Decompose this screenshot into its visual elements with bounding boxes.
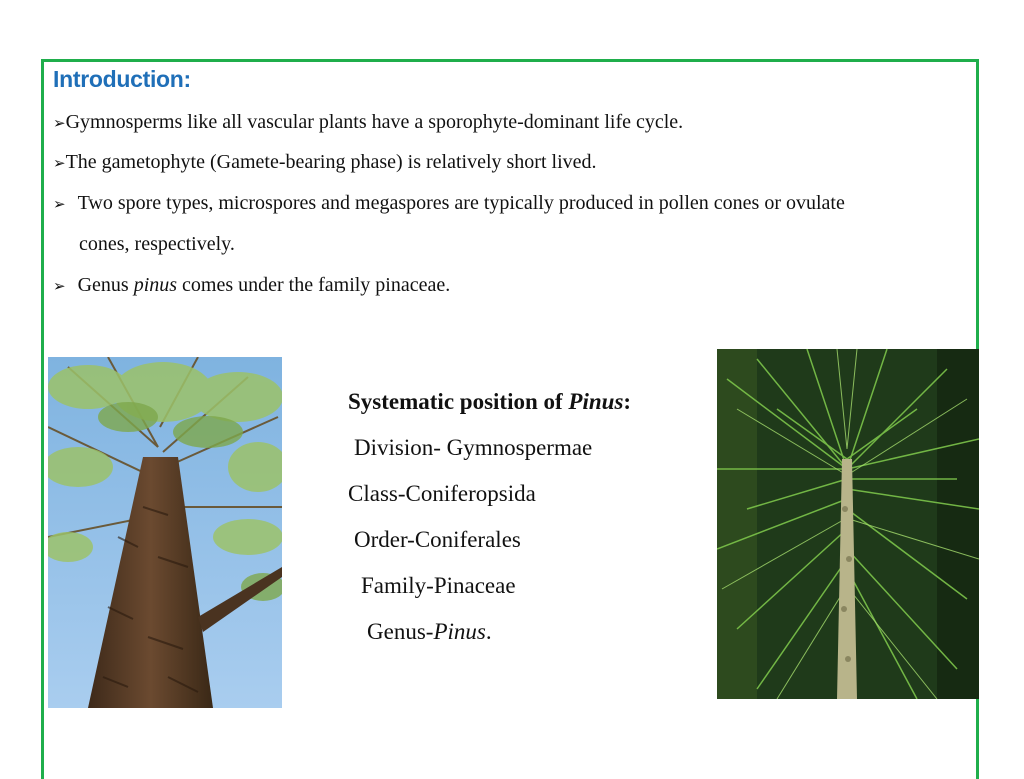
genus-prefix: Genus- bbox=[367, 619, 434, 644]
pine-needles-photo bbox=[717, 349, 979, 699]
systematic-title-italic: Pinus bbox=[568, 389, 624, 414]
genus-line bbox=[367, 618, 492, 646]
bullet-3-continuation: cones, respectively. bbox=[79, 233, 235, 255]
bullet-4-italic: pinus bbox=[133, 274, 178, 296]
bullet-2-text: The gametophyte (Gamete-bearing phase) is relatively short lived. bbox=[65, 151, 597, 173]
family-line: Family-Pinaceae bbox=[361, 573, 516, 598]
systematic-title-prefix: Systematic position of bbox=[348, 389, 569, 414]
arrow-bullet-icon: ➢ bbox=[53, 277, 66, 295]
pine-tree-trunk-photo bbox=[48, 357, 282, 708]
systematic-position-title bbox=[348, 388, 631, 416]
bullet-4-suffix: comes under the family pinaceae. bbox=[177, 274, 451, 296]
arrow-bullet-icon: ➢ bbox=[53, 114, 66, 132]
introduction-heading: Introduction: bbox=[53, 66, 191, 92]
systematic-title-suffix: : bbox=[623, 389, 632, 414]
bullet-1 bbox=[53, 110, 683, 135]
bullet-4-prefix: Genus bbox=[77, 274, 134, 296]
genus-italic: Pinus bbox=[433, 619, 486, 644]
bullet-3 bbox=[53, 191, 845, 216]
bullet-4-text bbox=[78, 274, 451, 296]
bullet-2 bbox=[53, 150, 597, 175]
bullet-1-text: Gymnosperms like all vascular plants have a sporophyte-dominant life cycle. bbox=[65, 111, 684, 133]
order-line: Order-Coniferales bbox=[354, 527, 521, 552]
arrow-bullet-icon: ➢ bbox=[53, 154, 66, 172]
arrow-bullet-icon: ➢ bbox=[53, 195, 66, 213]
bullet-4 bbox=[53, 273, 450, 298]
division-line: Division- Gymnospermae bbox=[354, 435, 593, 460]
class-line: Class-Coniferopsida bbox=[348, 481, 536, 506]
genus-suffix: . bbox=[485, 619, 492, 644]
bullet-3-text: Two spore types, microspores and megaspores are typically produced in pollen cones or ovulate bbox=[77, 192, 845, 214]
